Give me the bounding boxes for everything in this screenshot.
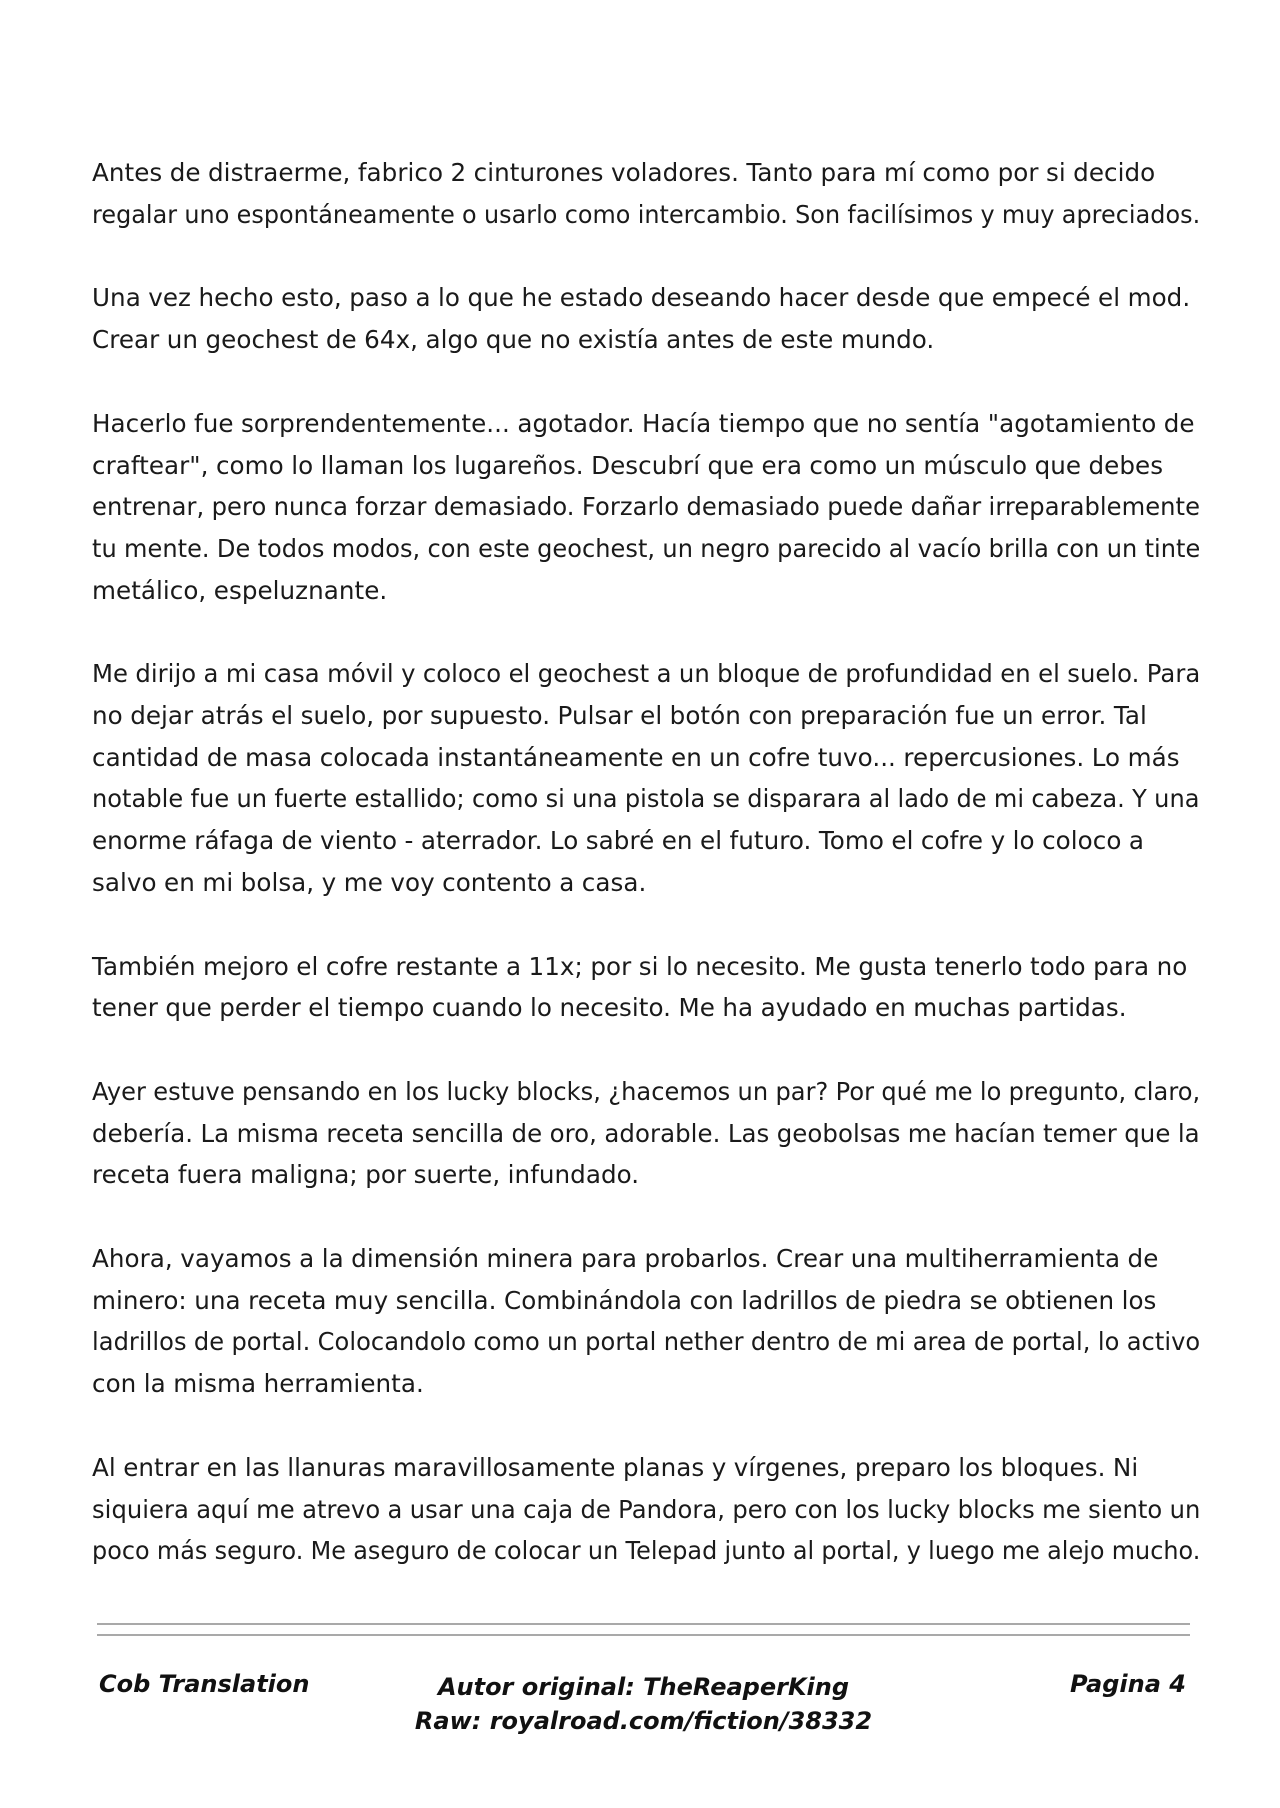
footer-divider-top — [97, 1623, 1190, 1625]
text-line: debería. La misma receta sencilla de oro, adorable. Las geobolsas me hacían temer que la — [92, 1118, 1200, 1148]
text-line: ladrillos de portal. Colocandolo como un portal nether dentro de mi area de portal, lo activo — [92, 1327, 1201, 1357]
text-line: receta fuera maligna; por suerte, infundado. — [92, 1160, 640, 1190]
chapter-body — [92, 152, 1200, 1614]
paragraph-2 — [92, 277, 1200, 360]
text-line: minero: una receta muy sencilla. Combinándola con ladrillos de piedra se obtienen los — [92, 1285, 1157, 1315]
text-line: entrenar, pero nunca forzar demasiado. Forzarlo demasiado puede dañar irreparablemente — [92, 492, 1201, 522]
text-line: metálico, espeluznante. — [92, 575, 388, 605]
text-line: cantidad de masa colocada instantáneamente en un cofre tuvo... repercusiones. Lo más — [92, 742, 1180, 772]
text-line: salvo en mi bolsa, y me voy contento a casa. — [92, 867, 647, 897]
text-line: Ayer estuve pensando en los lucky blocks, ¿hacemos un par? Por qué me lo pregunto, claro, — [92, 1076, 1201, 1106]
text-line: enorme ráfaga de viento - aterrador. Lo sabré en el futuro. Tomo el cofre y lo coloco a — [92, 826, 1145, 856]
page-footer — [97, 1670, 1190, 1760]
footer-raw-link: Raw: royalroad.com/fiction/38332 — [414, 1707, 873, 1735]
footer-credits — [97, 1670, 1190, 1738]
text-line: Una vez hecho esto, paso a lo que he estado deseando hacer desde que empecé el mod. — [92, 283, 1191, 313]
paragraph-1 — [92, 152, 1200, 235]
paragraph-4 — [92, 653, 1200, 903]
footer-page-number: Pagina 4 — [1070, 1670, 1186, 1698]
text-line: craftear", como lo llaman los lugareños. Descubrí que era como un músculo que debes — [92, 450, 1164, 480]
text-line: poco más seguro. Me aseguro de colocar un Telepad junto al portal, y luego me alejo mucho. — [92, 1536, 1201, 1566]
footer-author: Autor original: TheReaperKing — [437, 1673, 850, 1701]
footer-translator: Cob Translation — [99, 1670, 310, 1698]
paragraph-5 — [92, 946, 1200, 1029]
text-line: Crear un geochest de 64x, algo que no existía antes de este mundo. — [92, 325, 935, 355]
text-line: También mejoro el cofre restante a 11x; por si lo necesito. Me gusta tenerlo todo para no — [92, 951, 1188, 981]
text-line: Antes de distraerme, fabrico 2 cinturones voladores. Tanto para mí como por si decido — [92, 158, 1156, 187]
footer-divider-bottom — [97, 1634, 1190, 1636]
paragraph-7 — [92, 1238, 1200, 1405]
text-line: siquiera aquí me atrevo a usar una caja de Pandora, pero con los lucky blocks me siento un — [92, 1494, 1201, 1524]
text-line: tu mente. De todos modos, con este geochest, un negro parecido al vacío brilla con un tinte — [92, 533, 1201, 563]
text-line: regalar uno espontáneamente o usarlo como intercambio. Son facilísimos y muy apreciados. — [92, 199, 1201, 229]
text-line: no dejar atrás el suelo, por supuesto. Pulsar el botón con preparación fue un error. Tal — [92, 701, 1147, 731]
text-line: con la misma herramienta. — [92, 1369, 424, 1399]
text-line: Me dirijo a mi casa móvil y coloco el geochest a un bloque de profundidad en el suelo. Para — [92, 659, 1201, 689]
text-line: Hacerlo fue sorprendentemente... agotador. Hacía tiempo que no sentía "agotamiento de — [92, 408, 1195, 438]
text-line: notable fue un fuerte estallido; como si una pistola se disparara al lado de mi cabeza. Y una — [92, 784, 1200, 814]
text-line: Al entrar en las llanuras maravillosamente planas y vírgenes, preparo los bloques. Ni — [92, 1452, 1139, 1482]
paragraph-8 — [92, 1447, 1200, 1572]
paragraph-6 — [92, 1071, 1200, 1196]
text-line: tener que perder el tiempo cuando lo necesito. Me ha ayudado en muchas partidas. — [92, 993, 1127, 1023]
text-line: Ahora, vayamos a la dimensión minera para probarlos. Crear una multiherramienta de — [92, 1244, 1159, 1274]
paragraph-3 — [92, 403, 1200, 612]
